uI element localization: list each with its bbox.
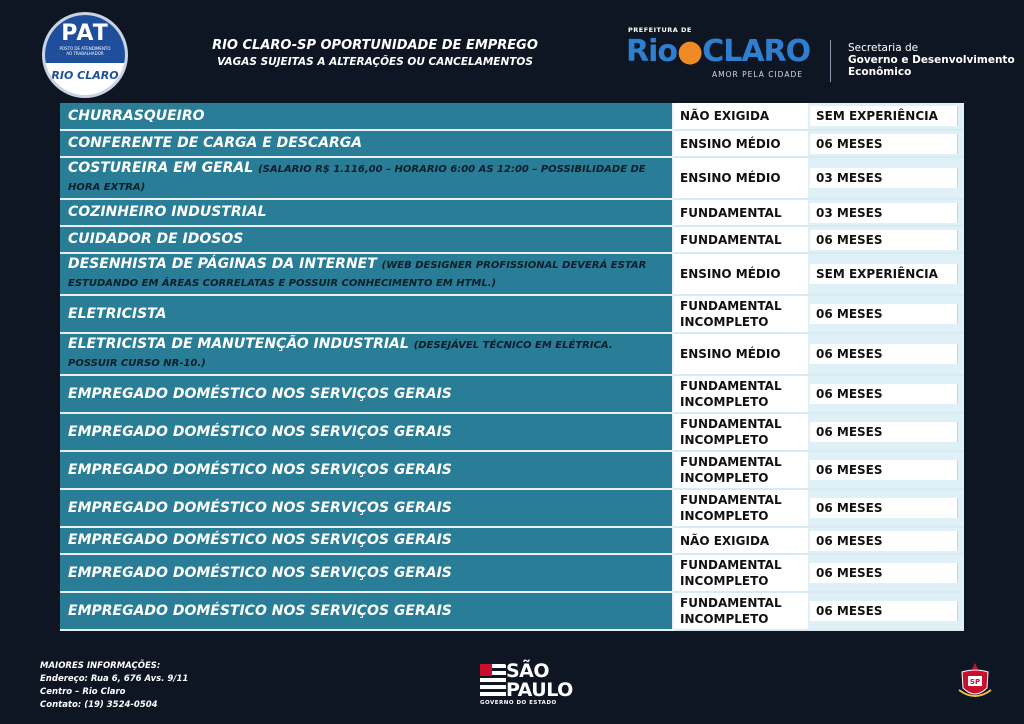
job-title-cell bbox=[60, 451, 673, 489]
experience-value: 06 MESES bbox=[810, 498, 958, 518]
sp-logo-line1: SÃO bbox=[506, 660, 550, 682]
prefeitura-logo bbox=[626, 26, 821, 82]
job-title-cell bbox=[60, 375, 673, 413]
experience-value: 03 MESES bbox=[810, 168, 958, 188]
job-title-cell bbox=[60, 253, 673, 295]
job-title: CUIDADOR DE IDOSOS bbox=[68, 231, 244, 247]
education-cell: NÃO EXIGIDA bbox=[673, 103, 808, 130]
table-row bbox=[60, 375, 964, 413]
experience-cell bbox=[808, 527, 964, 554]
experience-cell bbox=[808, 130, 964, 157]
brasao-text: SP bbox=[969, 678, 981, 686]
experience-value: 06 MESES bbox=[810, 134, 958, 154]
page-title: RIO CLARO-SP OPORTUNIDADE DE EMPREGO bbox=[212, 38, 538, 53]
experience-value: 06 MESES bbox=[810, 304, 958, 324]
experience-value: 06 MESES bbox=[810, 384, 958, 404]
job-title-cell bbox=[60, 157, 673, 199]
job-title: COSTUREIRA EM GERAL bbox=[68, 160, 254, 176]
job-title: ELETRICISTA DE MANUTENÇÃO INDUSTRIAL bbox=[68, 336, 409, 352]
job-title: ELETRICISTA bbox=[68, 305, 167, 322]
footer-address: Endereço: Rua 6, 676 Avs. 9/11 bbox=[40, 674, 189, 684]
experience-cell bbox=[808, 554, 964, 592]
education-cell: FUNDAMENTAL INCOMPLETO bbox=[673, 413, 808, 451]
job-title-cell bbox=[60, 295, 673, 333]
pat-logo-top bbox=[45, 15, 125, 63]
job-title-cell bbox=[60, 489, 673, 527]
experience-cell bbox=[808, 199, 964, 226]
experience-value: 03 MESES bbox=[810, 203, 958, 223]
header-divider bbox=[830, 40, 831, 82]
education-cell: ENSINO MÉDIO bbox=[673, 333, 808, 375]
experience-cell bbox=[808, 489, 964, 527]
job-title-cell bbox=[60, 413, 673, 451]
education-cell: FUNDAMENTAL INCOMPLETO bbox=[673, 554, 808, 592]
experience-value: 06 MESES bbox=[810, 563, 958, 583]
experience-cell bbox=[808, 295, 964, 333]
jobs-table bbox=[60, 103, 964, 631]
table-row bbox=[60, 103, 964, 130]
job-title-cell bbox=[60, 226, 673, 253]
prefeitura-name-part1: Rio bbox=[626, 34, 677, 69]
job-title: DESENHISTA DE PÁGINAS DA INTERNET bbox=[68, 256, 377, 272]
experience-value: SEM EXPERIÊNCIA bbox=[810, 106, 958, 126]
table-row bbox=[60, 413, 964, 451]
experience-value: 06 MESES bbox=[810, 531, 958, 551]
education-cell: FUNDAMENTAL INCOMPLETO bbox=[673, 592, 808, 630]
pat-logo bbox=[42, 12, 128, 98]
prefeitura-name-part2: CLARO bbox=[702, 34, 811, 69]
table-row bbox=[60, 333, 964, 375]
table-row bbox=[60, 295, 964, 333]
job-title-cell bbox=[60, 554, 673, 592]
job-title: EMPREGADO DOMÉSTICO NOS SERVIÇOS GERAIS bbox=[68, 602, 452, 619]
education-cell: NÃO EXIGIDA bbox=[673, 527, 808, 554]
table-row bbox=[60, 527, 964, 554]
table-row bbox=[60, 130, 964, 157]
table-row bbox=[60, 199, 964, 226]
location-pin-icon: ● bbox=[677, 34, 703, 69]
table-row bbox=[60, 554, 964, 592]
job-title-cell bbox=[60, 592, 673, 630]
footer-info bbox=[40, 660, 188, 712]
table-row bbox=[60, 451, 964, 489]
pat-logo-city: RIO CLARO bbox=[51, 69, 119, 82]
secretaria-line1: Secretaria de bbox=[848, 42, 919, 54]
experience-cell bbox=[808, 413, 964, 451]
job-title: EMPREGADO DOMÉSTICO NOS SERVIÇOS GERAIS bbox=[68, 461, 452, 478]
education-cell: FUNDAMENTAL INCOMPLETO bbox=[673, 451, 808, 489]
sp-logo-gov: GOVERNO DO ESTADO bbox=[480, 700, 557, 706]
job-title-cell bbox=[60, 527, 673, 554]
experience-value: 06 MESES bbox=[810, 422, 958, 442]
job-title-cell bbox=[60, 130, 673, 157]
job-note: (SALARIO R$ 1.116,00 – HORARIO 6:00 AS 12:00 – POSSIBILIDADE DE HORA EXTRA) bbox=[68, 164, 646, 193]
job-title-cell bbox=[60, 103, 673, 130]
experience-cell bbox=[808, 253, 964, 295]
job-title-cell bbox=[60, 199, 673, 226]
job-title: EMPREGADO DOMÉSTICO NOS SERVIÇOS GERAIS bbox=[68, 423, 452, 440]
footer-contact: Contato: (19) 3524-0504 bbox=[40, 700, 158, 710]
job-note: (DESEJÁVEL TÉCNICO EM ELÉTRICA. POSSUIR CURSO NR-10.) bbox=[68, 340, 613, 369]
pat-logo-word: PAT bbox=[61, 21, 109, 46]
experience-cell bbox=[808, 592, 964, 630]
education-cell: FUNDAMENTAL INCOMPLETO bbox=[673, 295, 808, 333]
sp-logo-text bbox=[506, 662, 573, 700]
education-cell: ENSINO MÉDIO bbox=[673, 253, 808, 295]
sp-logo-line2: PAULO bbox=[506, 679, 573, 701]
footer-info-title: MAIORES INFORMAÇÕES: bbox=[40, 661, 161, 671]
table-row bbox=[60, 592, 964, 630]
footer-district: Centro – Rio Claro bbox=[40, 687, 126, 697]
table-row bbox=[60, 253, 964, 295]
education-cell: FUNDAMENTAL INCOMPLETO bbox=[673, 489, 808, 527]
table-row bbox=[60, 157, 964, 199]
job-title: CHURRASQUEIRO bbox=[68, 107, 205, 124]
education-cell: ENSINO MÉDIO bbox=[673, 130, 808, 157]
job-title: EMPREGADO DOMÉSTICO NOS SERVIÇOS GERAIS bbox=[68, 385, 452, 402]
prefeitura-name bbox=[626, 35, 810, 69]
experience-cell bbox=[808, 226, 964, 253]
job-title: EMPREGADO DOMÉSTICO NOS SERVIÇOS GERAIS bbox=[68, 499, 452, 516]
experience-cell bbox=[808, 157, 964, 199]
job-title-cell bbox=[60, 333, 673, 375]
prefeitura-small-text: PREFEITURA DE bbox=[628, 26, 692, 34]
secretaria-line3: Econômico bbox=[848, 66, 912, 78]
experience-value: 06 MESES bbox=[810, 230, 958, 250]
job-title: CONFERENTE DE CARGA E DESCARGA bbox=[68, 135, 363, 151]
experience-value: SEM EXPERIÊNCIA bbox=[810, 264, 958, 284]
sp-flag-icon bbox=[480, 664, 506, 698]
job-note: (WEB DESIGNER PROFISSIONAL DEVERÁ ESTAR ESTUDANDO EM ÁREAS CORRELATAS E POSSUIR CONHECIMENTO EM HTML.) bbox=[68, 260, 647, 289]
education-cell: FUNDAMENTAL bbox=[673, 199, 808, 226]
jobs-table-body bbox=[60, 103, 964, 630]
table-row bbox=[60, 489, 964, 527]
prefeitura-slogan: AMOR PELA CIDADE bbox=[712, 70, 803, 79]
education-cell: FUNDAMENTAL INCOMPLETO bbox=[673, 375, 808, 413]
job-title: EMPREGADO DOMÉSTICO NOS SERVIÇOS GERAIS bbox=[68, 532, 452, 548]
page-subtitle: VAGAS SUJEITAS A ALTERAÇÕES OU CANCELAMENTOS bbox=[217, 56, 533, 68]
experience-cell bbox=[808, 333, 964, 375]
secretaria-label bbox=[848, 42, 1015, 78]
job-title: COZINHEIRO INDUSTRIAL bbox=[68, 204, 267, 220]
pat-logo-subtitle: POSTO DE ATENDIMENTO AO TRABALHADOR bbox=[59, 46, 111, 56]
page-title-block bbox=[200, 38, 550, 68]
sao-paulo-logo bbox=[478, 660, 573, 708]
education-cell: FUNDAMENTAL bbox=[673, 226, 808, 253]
experience-value: 06 MESES bbox=[810, 601, 958, 621]
experience-value: 06 MESES bbox=[810, 460, 958, 480]
experience-value: 06 MESES bbox=[810, 344, 958, 364]
job-title: EMPREGADO DOMÉSTICO NOS SERVIÇOS GERAIS bbox=[68, 564, 452, 581]
table-row bbox=[60, 226, 964, 253]
secretaria-line2: Governo e Desenvolvimento bbox=[848, 54, 1015, 66]
experience-cell bbox=[808, 451, 964, 489]
experience-cell bbox=[808, 375, 964, 413]
brasao-sp-icon bbox=[956, 662, 994, 702]
experience-cell bbox=[808, 103, 964, 130]
education-cell: ENSINO MÉDIO bbox=[673, 157, 808, 199]
